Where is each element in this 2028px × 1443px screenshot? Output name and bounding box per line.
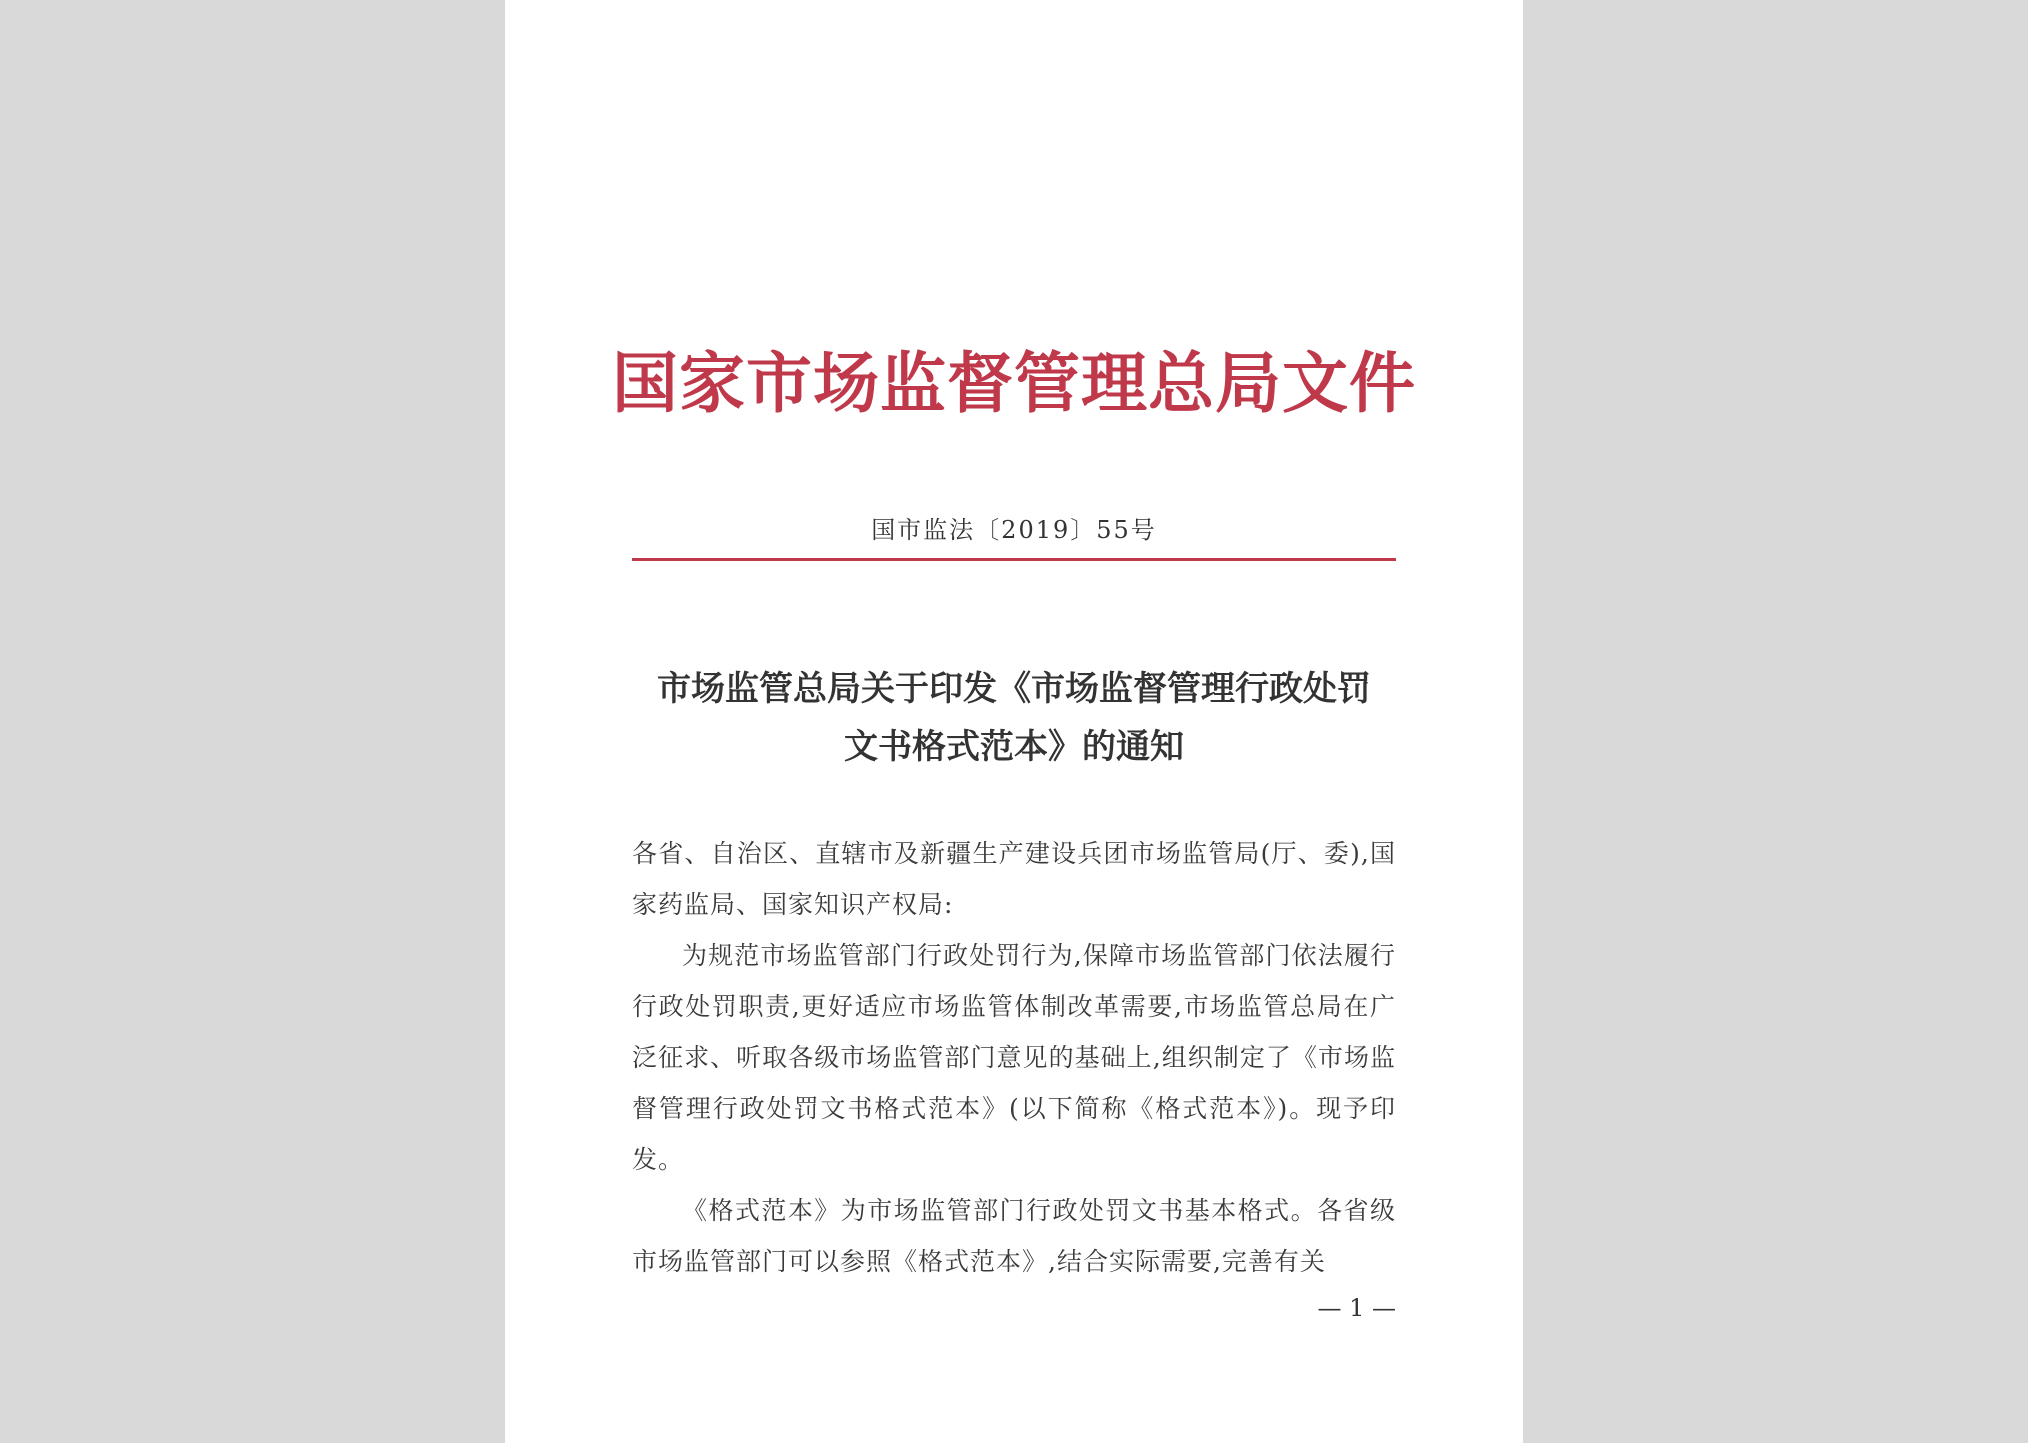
organization-header: 国家市场监督管理总局文件 <box>612 344 1416 422</box>
document-title-line-2: 文书格式范本》的通知 <box>844 727 1184 767</box>
document-page <box>505 0 1523 1443</box>
body-paragraph-2: 《格式范本》为市场监管部门行政处罚文书基本格式。各省级市场监管部门可以参照《格式范本》,结合实际需要,完善有关 <box>632 1196 1396 1276</box>
red-divider-line <box>632 558 1396 561</box>
document-title-line-1: 市场监管总局关于印发《市场监督管理行政处罚 <box>657 669 1371 709</box>
page-number: — 1 — <box>1317 1294 1396 1322</box>
document-body <box>632 828 1396 1287</box>
document-number: 国市监法〔2019〕55号 <box>871 516 1157 544</box>
body-paragraph-1: 为规范市场监管部门行政处罚行为,保障市场监管部门依法履行行政处罚职责,更好适应市场监管体制改革需要,市场监管总局在广泛征求、听取各级市场监管部门意见的基础上,组织制定了《市场监督管理行政处罚文书格式范本》(以下简称《格式范本》)。现予印发。 <box>632 941 1396 1174</box>
addressee-paragraph: 各省、自治区、直辖市及新疆生产建设兵团市场监管局(厅、委),国家药监局、国家知识产权局: <box>632 839 1396 919</box>
document-title <box>505 660 1523 776</box>
